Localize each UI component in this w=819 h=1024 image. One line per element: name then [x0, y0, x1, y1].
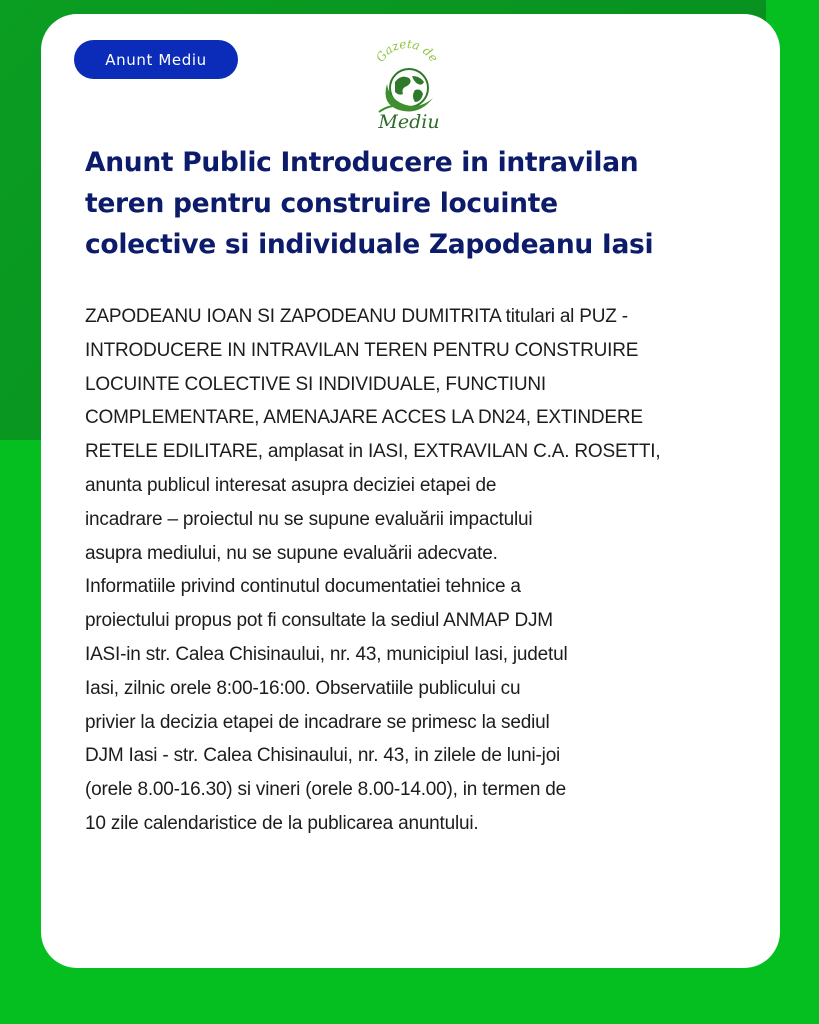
body-line: COMPLEMENTARE, AMENAJARE ACCES LA DN24, EXTINDERE — [85, 407, 643, 429]
category-badge[interactable]: Anunt Mediu — [74, 40, 238, 79]
gazeta-de-mediu-logo — [357, 32, 457, 132]
body-line: 10 zile calendaristice de la publicarea anuntului. — [85, 812, 479, 834]
body-line: (orele 8.00-16.30) si vineri (orele 8.00-14.00), in termen de — [85, 779, 567, 801]
body-line: LOCUINTE COLECTIVE SI INDIVIDUALE, FUNCTIUNI — [85, 373, 546, 395]
body-line: anunta publicul interesat asupra deciziei etapei de — [85, 474, 497, 496]
body-line: ZAPODEANU IOAN SI ZAPODEANU DUMITRITA titulari al PUZ - — [85, 306, 628, 327]
article-body — [85, 300, 757, 841]
body-line: asupra mediului, nu se supune evaluării adecvate. — [85, 542, 498, 564]
article-title — [85, 142, 755, 265]
logo-top-text: Gazeta de — [373, 36, 441, 65]
logo-bottom-text: Mediu — [378, 111, 440, 132]
body-line: DJM Iasi - str. Calea Chisinaului, nr. 43, in zilele de luni-joi — [85, 745, 561, 767]
body-line: Informatiile privind continutul documentatiei tehnice a — [85, 576, 521, 598]
globe-leaf-icon — [357, 32, 457, 132]
body-line: incadrare – proiectul nu se supune evaluării impactului — [85, 508, 533, 530]
body-line: proiectului propus pot fi consultate la sediul ANMAP DJM — [85, 610, 553, 632]
announcement-card — [41, 14, 780, 968]
body-line: IASI-in str. Calea Chisinaului, nr. 43, municipiul Iasi, judetul — [85, 643, 568, 665]
body-line: privier la decizia etapei de incadrare se primesc la sediul — [85, 711, 550, 733]
body-line: Iasi, zilnic orele 8:00-16:00. Observatiile publicului cu — [85, 677, 521, 699]
title-line: colective si individuale Zapodeanu Iasi — [85, 229, 654, 260]
body-line: RETELE EDILITARE, amplasat in IASI, EXTRAVILAN C.A. ROSETTI, — [85, 441, 661, 463]
title-line: teren pentru construire locuinte — [85, 188, 558, 219]
body-line: INTRODUCERE IN INTRAVILAN TEREN PENTRU CONSTRUIRE — [85, 339, 639, 361]
title-line: Anunt Public Introducere in intravilan — [85, 147, 639, 178]
